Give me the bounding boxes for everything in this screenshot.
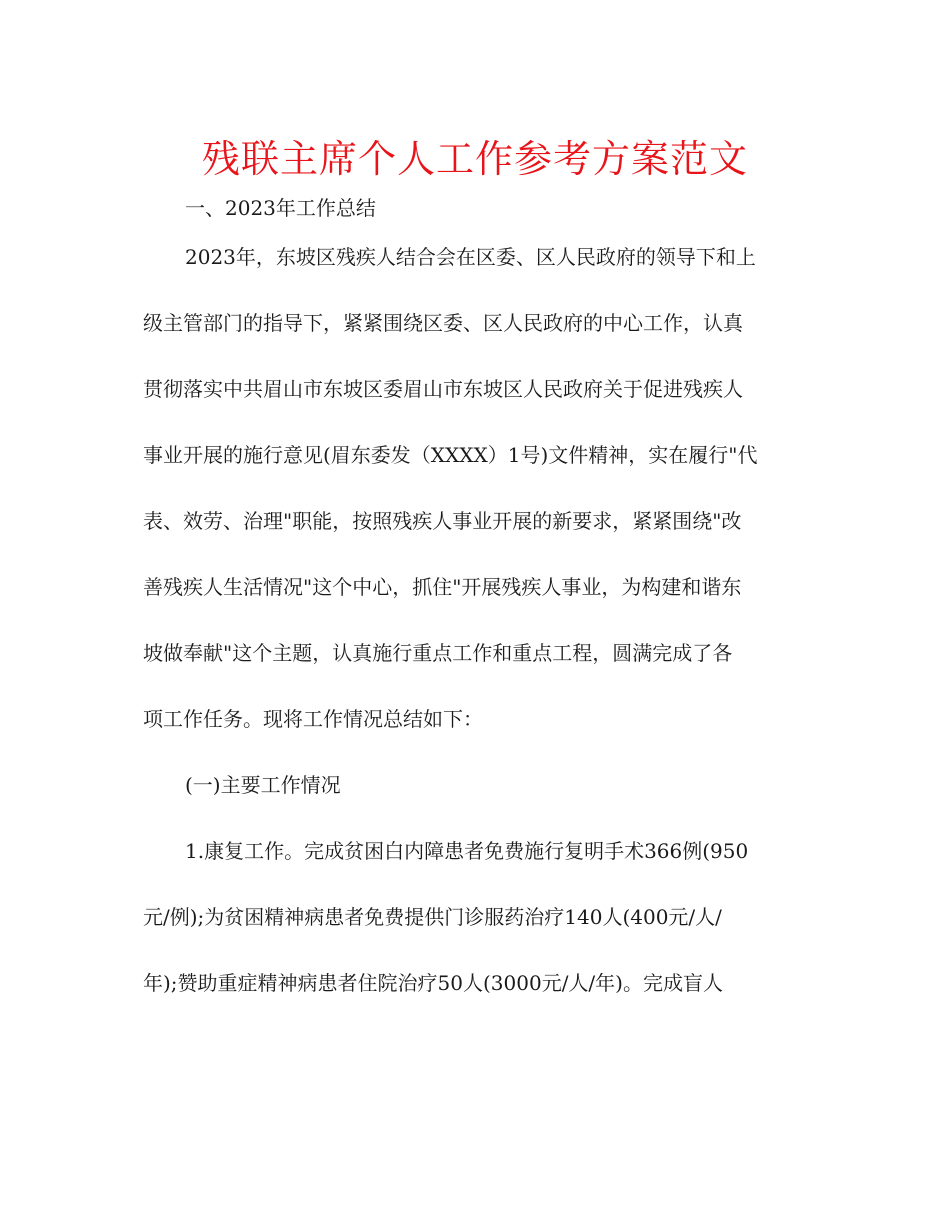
document-body	[143, 224, 813, 1016]
paragraph-line: 贯彻落实中共眉山市东坡区委眉山市东坡区人民政府关于促进残疾人	[143, 377, 743, 401]
paragraph-line: 善残疾人生活情况"这个中心，抓住"开展残疾人事业，为构建和谐东	[143, 575, 742, 599]
paragraph-line: 级主管部门的指导下，紧紧围绕区委、区人民政府的中心工作，认真	[143, 311, 743, 335]
paragraph-line: 1.康复工作。完成贫困白内障患者免费施行复明手术366例(950	[185, 839, 749, 863]
paragraph-line: 表、效劳、治理"职能，按照残疾人事业开展的新要求，紧紧围绕"改	[143, 509, 742, 533]
subheading: (一)主要工作情况	[185, 773, 341, 797]
paragraph-line: 元/例);为贫困精神病患者免费提供门诊服药治疗140人(400元/人/	[143, 905, 722, 929]
paragraph-line: 年);赞助重症精神病患者住院治疗50人(3000元/人/年)。完成盲人	[143, 971, 723, 995]
section-heading: 一、2023年工作总结	[185, 196, 376, 220]
paragraph-line: 项工作任务。现将工作情况总结如下：	[143, 707, 483, 731]
paragraph-line: 坡做奉献"这个主题，认真施行重点工作和重点工程，圆满完成了各	[143, 641, 733, 665]
paragraph-line: 2023年，东坡区残疾人结合会在区委、区人民政府的领导下和上	[185, 245, 756, 269]
paragraph-line: 事业开展的施行意见(眉东委发（XXXX）1号)文件精神，实在履行"代	[143, 443, 758, 467]
document-title: 残联主席个人工作参考方案范文	[201, 137, 748, 181]
